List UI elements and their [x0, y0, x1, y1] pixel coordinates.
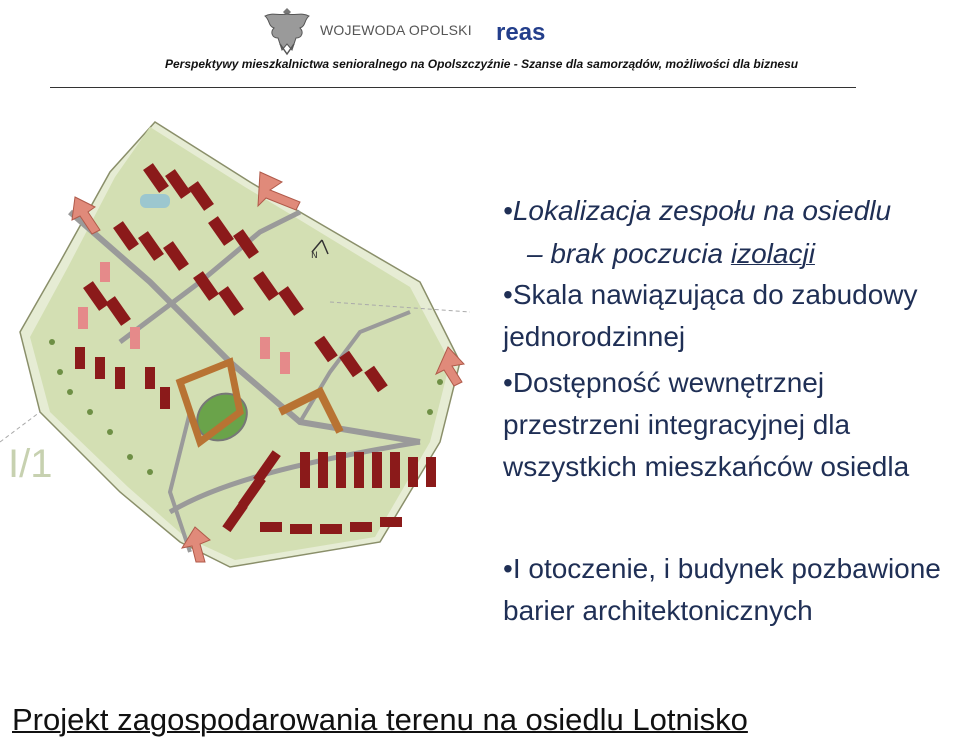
- reas-logo-icon: [494, 20, 568, 46]
- site-plan-map: [0, 112, 470, 572]
- eagle-emblem-icon: [262, 4, 312, 56]
- page-title: Projekt zagospodarowania terenu na osiedlu Lotnisko: [12, 702, 748, 737]
- svg-text:N: N: [311, 251, 318, 261]
- header-divider: [50, 87, 856, 88]
- header-subtitle: Perspektywy mieszkalnictwa senioralnego na Opolszczyźnie - Szanse dla samorządów, możliwości dla biznesu: [165, 57, 799, 71]
- bullet-1-prefix: – brak poczucia: [527, 238, 731, 269]
- bullet-item-1: •Lokalizacja zespołu na osiedlu: [503, 195, 892, 226]
- bullet-4-text: I otoczenie, i budynek pozbawione barier architektonicznych: [503, 553, 941, 626]
- bullet-item-3: •Dostępność wewnętrznej przestrzeni integracyjnej dla wszystkich mieszkańców osiedla: [503, 367, 910, 482]
- bullet-2-text: Skala nawiązująca do zabudowy jednorodzinnej: [503, 279, 918, 352]
- stage-label: I/1: [8, 442, 53, 486]
- bullet-item-4: •I otoczenie, i budynek pozbawione barier architektonicznych: [503, 553, 941, 626]
- bullet-3-text: Dostępność wewnętrznej przestrzeni integracyjnej dla wszystkich mieszkańców osiedla: [503, 367, 910, 482]
- header: [0, 0, 959, 92]
- reas-logo-text: reas: [496, 20, 546, 46]
- bullet-1-text: Lokalizacja zespołu na osiedlu: [512, 195, 892, 226]
- bullet-1-emphasis: izolacji: [730, 238, 815, 269]
- org-name: WOJEWODA OPOLSKI: [320, 22, 472, 38]
- bullet-item-1-continuation: [527, 233, 815, 275]
- bullet-item-2: •Skala nawiązująca do zabudowy jednorodzinnej: [503, 279, 918, 352]
